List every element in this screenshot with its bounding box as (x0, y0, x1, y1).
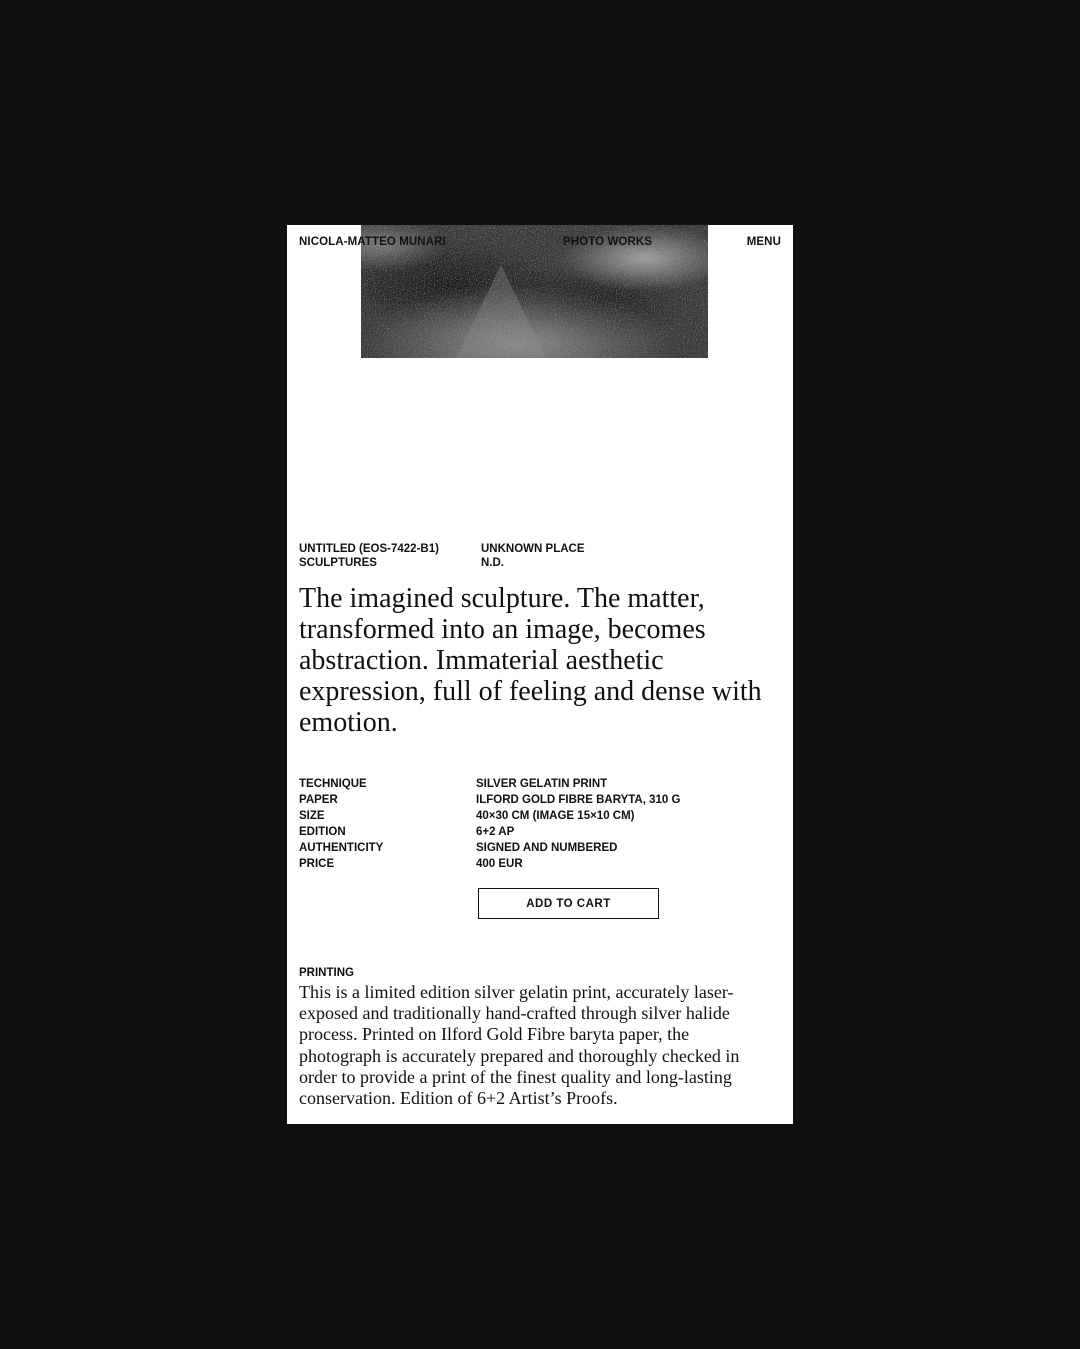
spec-row-technique (299, 776, 779, 792)
spec-row-size (299, 808, 779, 824)
spec-value: 6+2 AP (476, 826, 515, 838)
printing-heading: PRINTING (299, 967, 354, 979)
spec-list (299, 776, 779, 872)
top-navigation (299, 235, 781, 249)
spec-label: SIZE (299, 810, 325, 822)
price-value: 400 EUR (476, 858, 523, 870)
nav-link-photo-works[interactable]: PHOTO WORKS (563, 236, 653, 248)
spec-label: PRICE (299, 858, 335, 870)
printing-description: This is a limited edition silver gelatin print, accurately laser-exposed and traditionally hand-crafted through silver halide process. Printed on Ilford Gold Fibre baryta paper, the photograph is accurately prepared and thoroughly checked in order to provide a print of the finest quality and long-lasting conservation. Edition of 6+2 Artist’s Proofs. (299, 982, 740, 1109)
spec-row-paper (299, 792, 779, 808)
spec-value: ILFORD GOLD FIBRE BARYTA, 310 G (476, 794, 681, 806)
spec-row-authenticity (299, 840, 779, 856)
spec-row-edition (299, 824, 779, 840)
menu-button[interactable]: MENU (746, 236, 781, 248)
spec-label: PAPER (299, 794, 338, 806)
artwork-date: N.D. (481, 557, 504, 569)
spec-value: 40×30 CM (IMAGE 15×10 CM) (476, 810, 635, 822)
spec-row-price (299, 856, 779, 872)
artwork-title: UNTITLED (EOS-7422-B1) (299, 543, 439, 555)
artwork-series: SCULPTURES (299, 557, 377, 569)
mobile-page (287, 225, 793, 1124)
artwork-statement: The imagined sculpture. The matter, transformed into an image, becomes abstraction. Immaterial aesthetic expression, full of feeling and dense with emotion. (299, 583, 762, 738)
spec-value: SIGNED AND NUMBERED (476, 842, 618, 854)
spec-label: EDITION (299, 826, 346, 838)
brand-link[interactable]: NICOLA-MATTEO MUNARI (299, 236, 446, 248)
spec-label: AUTHENTICITY (299, 842, 384, 854)
add-to-cart-button[interactable]: ADD TO CART (478, 888, 659, 919)
artwork-place: UNKNOWN PLACE (481, 543, 585, 555)
spec-label: TECHNIQUE (299, 778, 367, 790)
spec-value: SILVER GELATIN PRINT (476, 778, 608, 790)
